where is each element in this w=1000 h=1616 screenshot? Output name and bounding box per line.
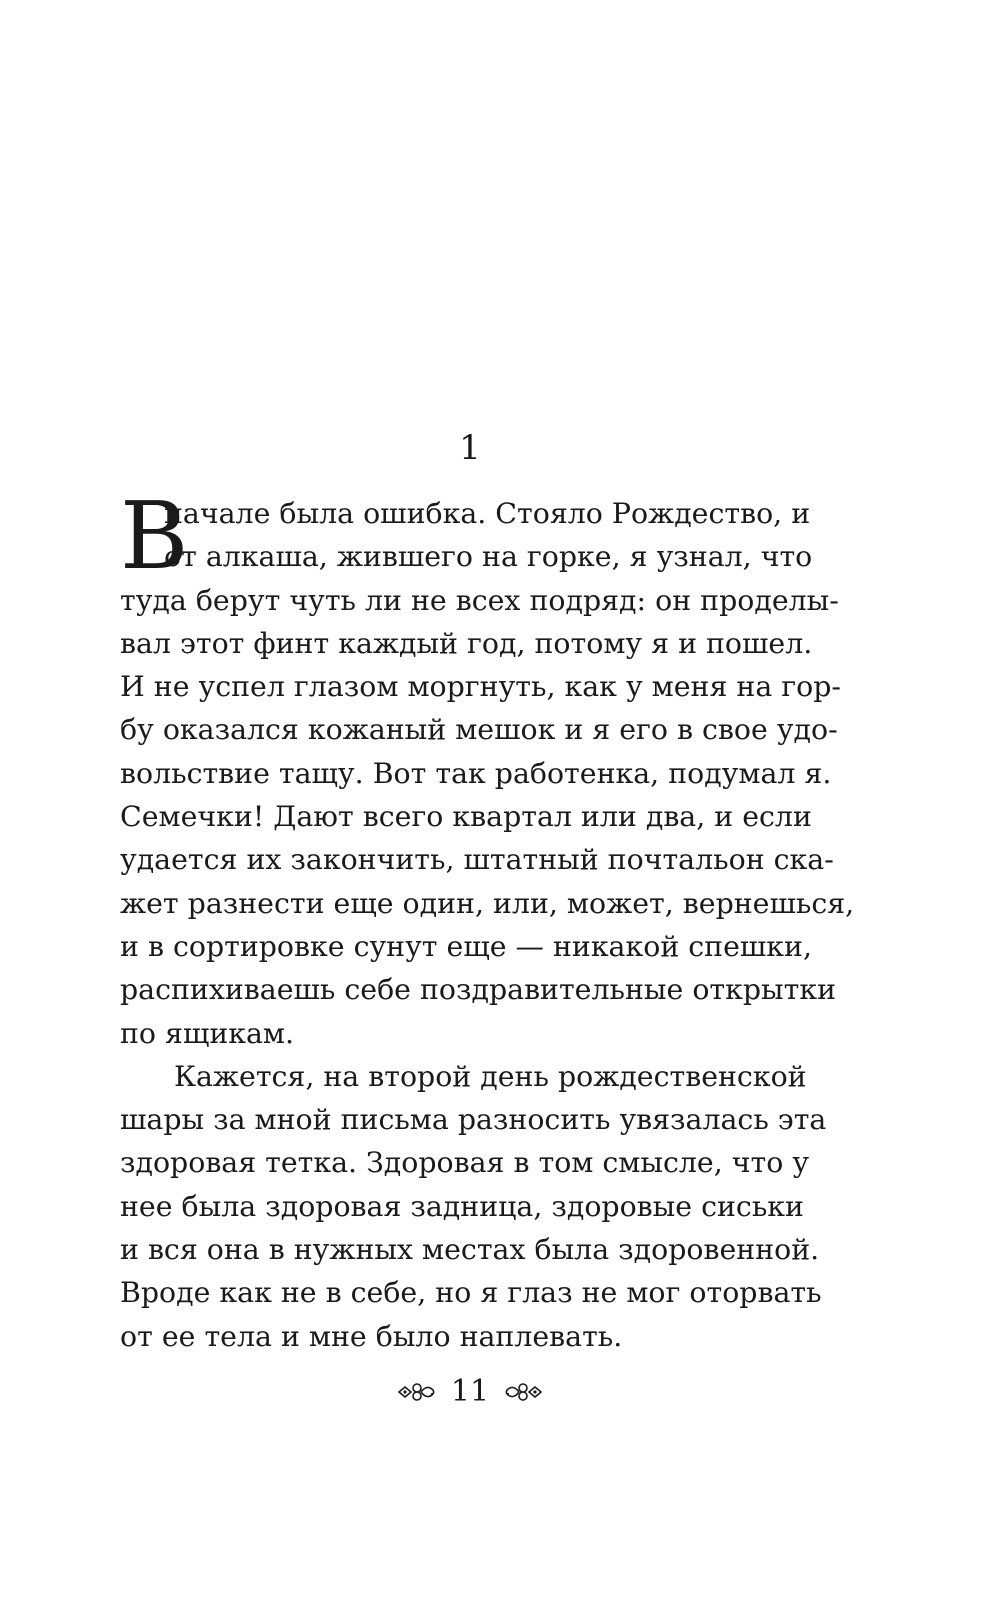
text-line: и вся она в нужных местах была здоровенной. (120, 1233, 820, 1267)
text-line: вольствие тащу. Вот так работенка, подумал я. (120, 756, 832, 790)
text-line: от алкаша, жившего на горке, я узнал, что (164, 540, 813, 574)
text-line: удается их закончить, штатный почтальон ска- (120, 843, 834, 877)
text-line: Кажется, на второй день рождественской (174, 1059, 807, 1093)
text-line: Семечки! Дают всего квартал или два, и если (120, 800, 812, 834)
page-number: 11 (450, 1374, 490, 1409)
text-line: от ее тела и мне было наплевать. (120, 1319, 623, 1353)
body-text (120, 482, 855, 1358)
text-line: шары за мной письма разносить увязалась эта (120, 1103, 827, 1137)
text-line: бу оказался кожаный мешок и я его в свое удо- (120, 713, 838, 747)
chapter-number: 1 (459, 428, 481, 468)
text-line: по ящикам. (120, 1016, 295, 1050)
page-footer (0, 1372, 940, 1412)
paragraph-2 (120, 1055, 827, 1358)
text-line: здоровая тетка. Здоровая в том смысле, что у (120, 1146, 810, 1180)
text-line: жет разнести еще один, или, может, вернешься, (120, 886, 855, 920)
paragraph-1 (120, 482, 855, 1055)
drop-cap: В (120, 482, 189, 590)
text-line: И не успел глазом моргнуть, как у меня на гор- (120, 670, 842, 704)
text-line: нее была здоровая задница, здоровые сиськи (120, 1189, 804, 1223)
text-line: распихиваешь себе поздравительные открытки (120, 973, 837, 1007)
text-line: начале была ошибка. Стояло Рождество, и (164, 497, 811, 530)
text-line: и в сортировке сунут еще — никакой спешки, (120, 929, 812, 963)
text-line: Вроде как не в себе, но я глаз не мог оторвать (120, 1276, 822, 1310)
text-line: туда берут чуть ли не всех подряд: он проделы- (120, 583, 839, 617)
text-line: вал этот финт каждый год, потому я и пошел. (120, 626, 813, 660)
fleuron-right-icon (503, 1380, 543, 1404)
fleuron-left-icon (397, 1380, 437, 1404)
